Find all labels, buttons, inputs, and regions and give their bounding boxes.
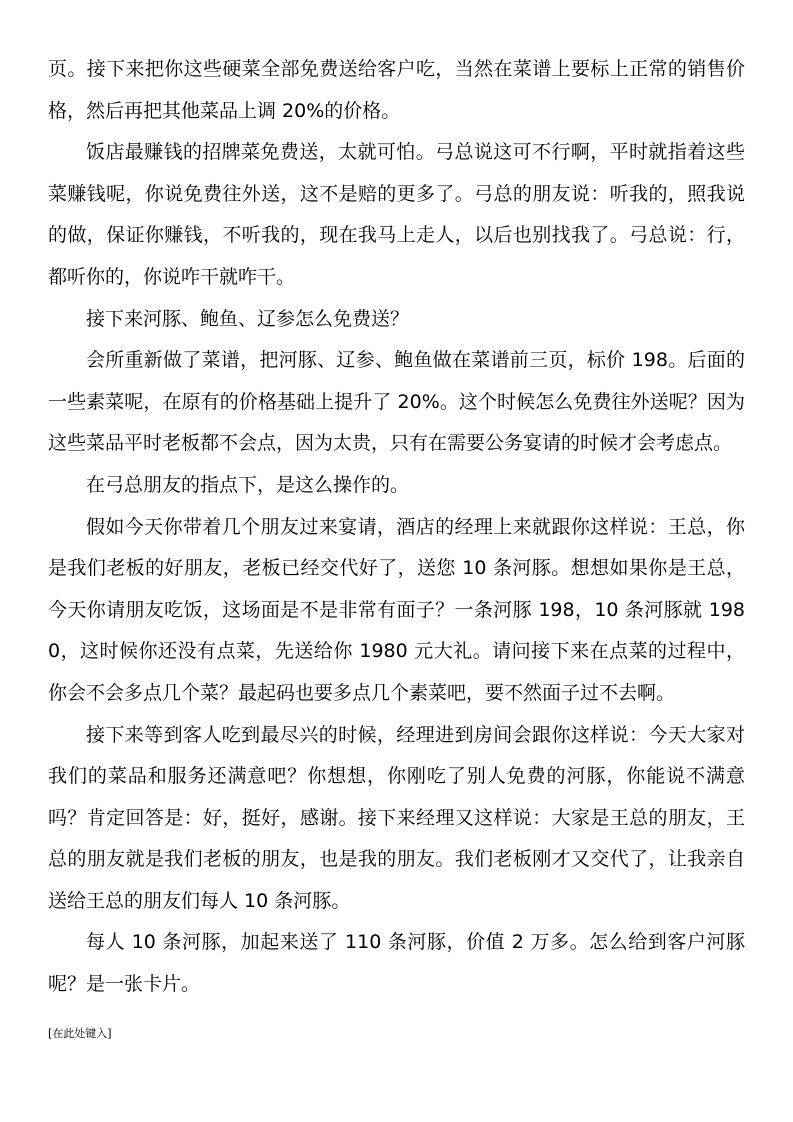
page-footer: [在此处键入] [48,1027,112,1040]
paragraph: 饭店最赚钱的招牌菜免费送，太就可怕。弓总说这可不行啊，平时就指着这些菜赚钱呢，你说免费往外送，这不是赔的更多了。弓总的朋友说：听我的，照我说的做，保证你赚钱，不听我的，现在我马上走人，以后也别找我了。弓总说：行，都听你的，你说咋干就咋干。 [48,141,745,288]
paragraph: 接下来河豚、鲍鱼、辽参怎么免费送？ [86,307,410,330]
paragraph: 会所重新做了菜谱，把河豚、辽参、鲍鱼做在菜谱前三页，标价 198。后面的一些素菜呢，在原有的价格基础上提升了 20%。这个时候怎么免费往外送呢？因为这些菜品平时老板都不会点，因为太贵，只有在需要公务宴请的时候才会考虑点。 [48,349,745,455]
paragraph: 在弓总朋友的指点下，是这么操作的。 [86,473,410,496]
paragraph: 每人 10 条河豚，加起来送了 110 条河豚，价值 2 万多。怎么给到客户河豚呢？是一张卡片。 [48,931,745,996]
paragraph: 页。接下来把你这些硬菜全部免费送给客户吃，当然在菜谱上要标上正常的销售价格，然后再把其他菜品上调 20%的价格。 [48,58,745,122]
paragraph: 假如今天你带着几个朋友过来宴请，酒店的经理上来就跟你这样说：王总，你是我们老板的好朋友，老板已经交代好了，送您 10 条河豚。想想如果你是王总，今天你请朋友吃饭，这场面是不是非常有面子？一条河豚 198，10 条河豚就 1980，这时候你还没有点菜，先送给你 1980 元大礼。请问接下来在点菜的过程中，你会不会多点几个菜？最起码也要多点几个素菜吧，要不然面子过不去啊。 [48,515,745,704]
document-body [48,49,745,1006]
paragraph: 接下来等到客人吃到最尽兴的时候，经理进到房间会跟你这样说：今天大家对我们的菜品和服务还满意吧？你想想，你刚吃了别人免费的河豚，你能说不满意吗？肯定回答是：好，挺好，感谢。接下来经理又这样说：大家是王总的朋友，王总的朋友就是我们老板的朋友，也是我的朋友。我们老板刚才又交代了，让我亲自送给王总的朋友们每人 10 条河豚。 [48,723,745,912]
